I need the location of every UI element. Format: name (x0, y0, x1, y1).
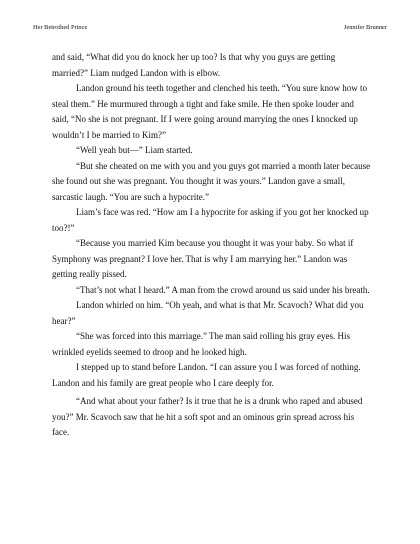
paragraph: “Because you married Kim because you thought it was your baby. So what if Symphony was pregnant? I love her. That is why I am marrying her.” Landon was getting really pissed. (52, 238, 354, 279)
author-name: Jennifer Brunner (343, 24, 387, 31)
paragraph: I stepped up to stand before Landon. “I can assure you I was forced of nothing. Landon and his family are great people who I care deeply for. (52, 362, 361, 388)
paragraph: Liam’s face was red. “How am I a hypocrite for asking if you got her knocked up too?!” (52, 207, 369, 233)
paragraph: “Well yeah but—” Liam started. (76, 145, 193, 155)
paragraph: “But she cheated on me with you and you guys got married a month later because she found out she was pregnant. You thought it was yours.” Landon gave a small, sarcastic laugh. “You are such a hypocrite.” (52, 160, 371, 202)
paragraph: “She was forced into this marriage.” The man said rolling his gray eyes. His wrinkled eyelids seemed to droop and he looked high. (52, 331, 351, 357)
paragraph: and said, “What did you do knock her up too? Is that why you guys are getting married?” Liam nudged Landon with is elbow. (52, 52, 336, 78)
paragraph: “And what about your father? Is it true that he is a drunk who raped and abused you?” Mr. Scavoch saw that he hit a soft spot and an ominous grin spread across his face. (52, 396, 363, 437)
running-header (33, 22, 387, 34)
book-title: Her Betrothed Prince (33, 24, 88, 31)
paragraph: Landon ground his teeth together and clenched his teeth. “You sure know how to steal them.” He murmured through a tight and fake smile. He then spoke louder and said, “No she is not pregnant. If I were going around marrying the ones I knocked up wouldn’t I be married to Kim?” (52, 83, 368, 140)
paragraph: Landon whirled on him. “Oh yeah, and what is that Mr. Scavoch? What did you hear?” (52, 300, 364, 326)
paragraph: “That’s not what I heard.” A man from the crowd around us said under his breath. (76, 284, 370, 295)
body-text (52, 50, 372, 441)
